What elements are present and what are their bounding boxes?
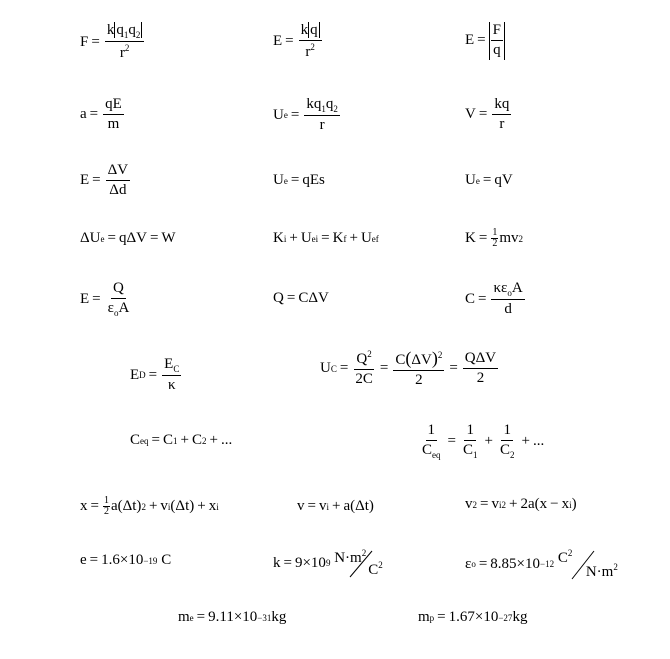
- equation-potential-energy-point: U e = $\frac{kq_1q_2}{r}$: [273, 96, 338, 134]
- equation-field-definition: E = $\frac{F}{q}$: [465, 22, 505, 60]
- equation-kinetic-energy: K = $\frac{1}{2}$ mv 2: [465, 227, 523, 249]
- equation-acceleration: a = $\frac{qE}{m}$: [80, 96, 122, 133]
- constant-permittivity: ε o = 8.85×10 −12 $C^2$ $N\cdot m^2$: [465, 548, 618, 580]
- equation-dielectric-field: E D = $\frac{E_C}{\kappa}$: [130, 356, 180, 394]
- constant-coulomb: k = 9×10 9 $N\cdot m^2$ $C^2$: [273, 548, 383, 578]
- equation-field-capacitor: E = $\frac{Q}{\varepsilon_oA}$: [80, 280, 130, 319]
- constant-elementary-charge: e = 1.6×10 −19 C: [80, 552, 172, 568]
- equation-energy-conservation: K i + U ei = K f + U ef: [273, 230, 379, 246]
- equation-kinematics-vsquared: v 2 = v i 2 + 2a(x − x i ): [465, 496, 577, 512]
- equation-pe-potential: U e = qV: [465, 172, 513, 188]
- equation-capacitor-energy: U C = $\frac{Q^2}{2C}$ = $\frac{C(\Delta V)^2}{2}$ = $\frac{\text{QΔV}}{2}$: [320, 348, 497, 389]
- equation-kinematics-velocity: v = v i + a(Δt): [297, 498, 374, 514]
- equation-kinematics-position: x = $\frac{1}{2}$ a(Δt) 2 + v i (Δt) + x i: [80, 495, 219, 517]
- constant-proton-mass: m p = 1.67×10 −27 kg: [418, 609, 528, 625]
- equation-series-capacitance: $\frac{1}{C_{eq}}$ = $\frac{1}{C_1}$ + $\frac{1}{C_2}$ + ...: [422, 422, 545, 461]
- equation-field-potential: E = $\frac{\Delta V}{\Delta d}$: [80, 162, 129, 199]
- equation-work: ΔU e = qΔV = W: [80, 230, 176, 246]
- equation-pe-uniform: U e = qEs: [273, 172, 325, 188]
- equation-field-point: E = $\frac{\text{k q}}{r^2}$: [273, 22, 324, 62]
- equation-coulomb-force: F = $\frac{k q_1q_2}{r^2}$: [80, 22, 146, 63]
- constant-electron-mass: m e = 9.11×10 −31 kg: [178, 609, 287, 625]
- equation-potential-point: V = $\frac{kq}{r}$: [465, 96, 510, 133]
- equation-charge-capacitance: Q = CΔV: [273, 290, 329, 306]
- equation-capacitance: C = $\frac{\kappa\varepsilon_oA}{d}$: [465, 280, 523, 318]
- equation-parallel-capacitance: C eq = C 1 + C 2 + ...: [130, 432, 233, 448]
